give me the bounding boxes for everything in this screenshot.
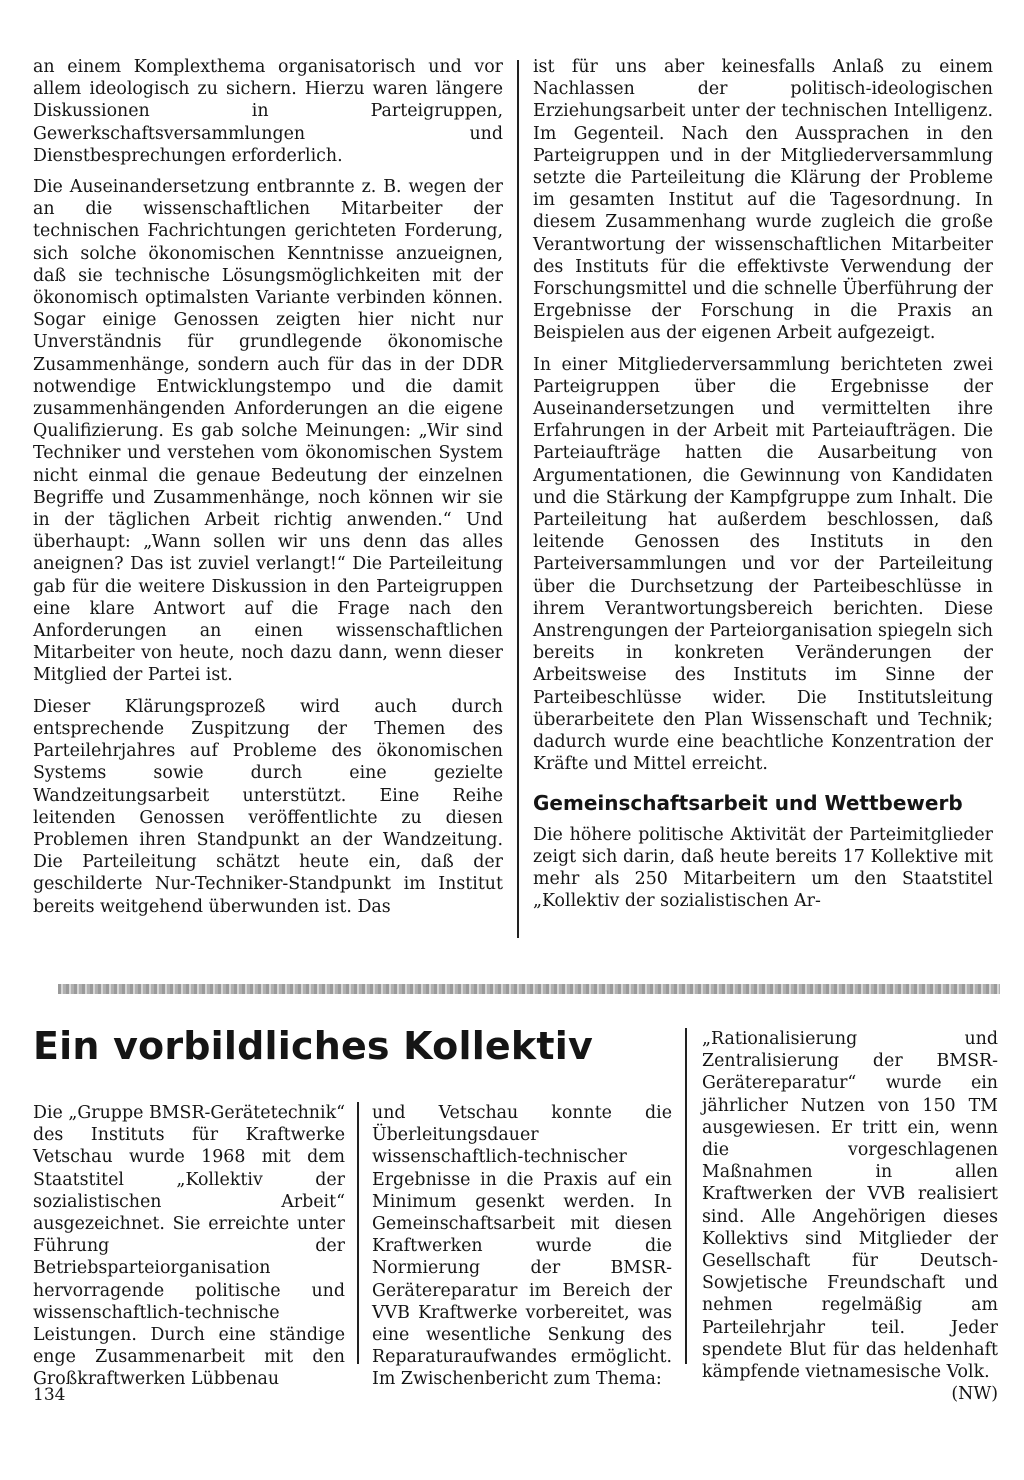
column-divider bbox=[357, 1102, 359, 1364]
bottom-article-column-3 bbox=[702, 1028, 998, 1405]
paragraph: und Vetschau konnte die Überleitungsdauer wissenschaftlich-technischer Ergebnisse in die Praxis auf ein Minimum gesenkt werden. In Gemeinschaftsarbeit mit diesen Kraftwerken wurde die Normierung der BMSR-Gerätereparatur im Bereich der VVB Kraftwerke vorbereitet, was eine wesentliche Senkung des Reparaturaufwandes ermöglicht. Im Zwischenbericht zum Thema: bbox=[372, 1103, 672, 1390]
top-article-left-column bbox=[33, 56, 503, 918]
column-divider bbox=[517, 60, 519, 938]
paragraph: Die „Gruppe BMSR-Gerätetechnik“ des Instituts für Kraftwerke Vetschau wurde 1968 mit dem Staatstitel „Kollektiv der sozialistischen Arbeit“ ausgezeichnet. Sie erreichte unter Führung der Betriebsparteiorganisation hervorragende politische und wissenschaftlich-technische Leistungen. Durch eine ständige enge Zusammenarbeit mit den Großkraftwerken Lübbenau bbox=[33, 1103, 345, 1390]
article-title: Ein vorbildliches Kollektiv bbox=[33, 1024, 593, 1068]
page-number: 134 bbox=[33, 1385, 66, 1405]
top-article-right-column bbox=[533, 56, 993, 912]
author-signature: (NW) bbox=[951, 1384, 998, 1405]
bottom-article-column-2 bbox=[372, 1102, 672, 1391]
paragraph: ist für uns aber keinesfalls Anlaß zu einem Nachlassen der politisch-ideologischen Erziehungsarbeit unter der technischen Intelligenz. Im Gegenteil. Nach den Aussprachen in den Parteigruppen und in der Mitgliederversammlung setzte die Parteileitung die Klärung der Probleme im gesamten Institut auf die Tagesordnung. In diesem Zusammenhang wurde zugleich die große Verantwortung der wissenschaftlichen Mitarbeiter des Instituts für die effektivste Verwendung der Forschungsmittel und die schnelle Überführung der Ergebnisse der Forschung in die Praxis an Beispielen aus der eigenen Arbeit aufgezeigt. bbox=[533, 57, 993, 344]
bottom-article-column-1 bbox=[33, 1102, 345, 1391]
paragraph: In einer Mitgliederversammlung berichteten zwei Parteigruppen über die Ergebnisse der Auseinandersetzungen und vermittelten ihre Erfahrungen in der Arbeit mit Parteiaufträgen. Die Parteiaufträge hatten die Ausarbeitung von Argumentationen, die Gewinnung von Kandidaten und die Stärkung der Kampfgruppe zum Inhalt. Die Parteileitung hat außerdem beschlossen, daß leitende Genossen des Instituts in den Parteiversammlungen und vor der Parteileitung über die Durchsetzung der Parteibeschlüsse in ihrem Verantwortungsbereich berichten. Diese Anstrengungen der Parteiorganisation spiegeln sich bereits in konkreten Veränderungen der Arbeitsweise des Instituts im Sinne der Parteibeschlüsse wider. Die Institutsleitung überarbeitete den Plan Wissenschaft und Technik; dadurch wurde eine beachtliche Konzentration der Kräfte und Mittel erreicht. bbox=[533, 354, 994, 775]
column-divider bbox=[685, 1028, 687, 1364]
paragraph: an einem Komplexthema organisatorisch und vor allem ideologisch zu sichern. Hierzu waren längere Diskussionen in Parteigruppen, Gewerkschaftsversammlungen und Dienstbesprechungen erforderlich. bbox=[33, 57, 503, 166]
paragraph bbox=[702, 1028, 998, 1405]
paragraph-text: „Rationalisierung und Zentralisierung der BMSR-Gerätereparatur“ wurde ein jährlicher Nutzen von 150 TM ausgewiesen. Er tritt ein, wenn die vorgeschlagenen Maßnahmen in allen Kraftwerken der VVB realisiert sind. Alle Angehörigen dieses Kollektivs sind Mitglieder der Gesellschaft für Deutsch-Sowjetische Freundschaft und nehmen regelmäßig am Parteilehrjahr teil. Jeder spendete Blut für das heldenhaft kämpfende vietnamesische Volk. bbox=[702, 1029, 998, 1383]
paragraph: Die Auseinandersetzung entbrannte z. B. wegen der an die wissenschaftlichen Mitarbeiter der technischen Fachrichtungen gerichteten Forderung, sich solche ökonomischen Kenntnisse anzueignen, daß sie technische Lösungsmöglichkeiten mit der ökonomisch optimalsten Variante verbinden können. Sogar einige Genossen zeigten hier nicht nur Unverständnis für grundlegende ökonomische Zusammenhänge, sondern auch für das in der DDR notwendige Entwicklungstempo und die damit zusammenhängenden Anforderungen an die eigene Qualifizierung. Es gab solche Meinungen: „Wir sind Techniker und verstehen vom ökonomischen System nicht einmal die genaue Bedeutung der einzelnen Begriffe und Zusammenhänge, noch können wir sie in der täglichen Arbeit richtig anwenden.“ Und überhaupt: „Wann sollen wir uns denn das alles aneignen? Das ist zuviel verlangt!“ Die Parteileitung gab für die weitere Diskussion in den Parteigruppen eine klare Antwort auf die Frage nach den Anforderungen an einen wissenschaftlichen Mitarbeiter von heute, noch dazu dann, wenn dieser Mitglied der Partei ist. bbox=[33, 177, 503, 686]
separator-band bbox=[58, 984, 1000, 994]
paragraph: Dieser Klärungsprozeß wird auch durch entsprechende Zuspitzung der Themen des Parteilehrjahres auf Probleme des ökonomischen Systems sowie durch eine gezielte Wandzeitungsarbeit unterstützt. Eine Reihe leitenden Genossen veröffentlichte zu diesen Problemen ihren Standpunkt an der Wandzeitung. Die Parteileitung schätzt heute ein, daß der geschilderte Nur-Techniker-Standpunkt im Institut bereits weitgehend überwunden ist. Das bbox=[33, 696, 503, 917]
section-heading: Gemeinschaftsarbeit und Wettbewerb bbox=[533, 790, 963, 815]
paragraph: Die höhere politische Aktivität der Parteimitglieder zeigt sich darin, daß heute bereits 17 Kollektive mit mehr als 250 Mitarbeitern um den Staatstitel „Kollektiv der sozialistischen Ar- bbox=[533, 824, 993, 912]
